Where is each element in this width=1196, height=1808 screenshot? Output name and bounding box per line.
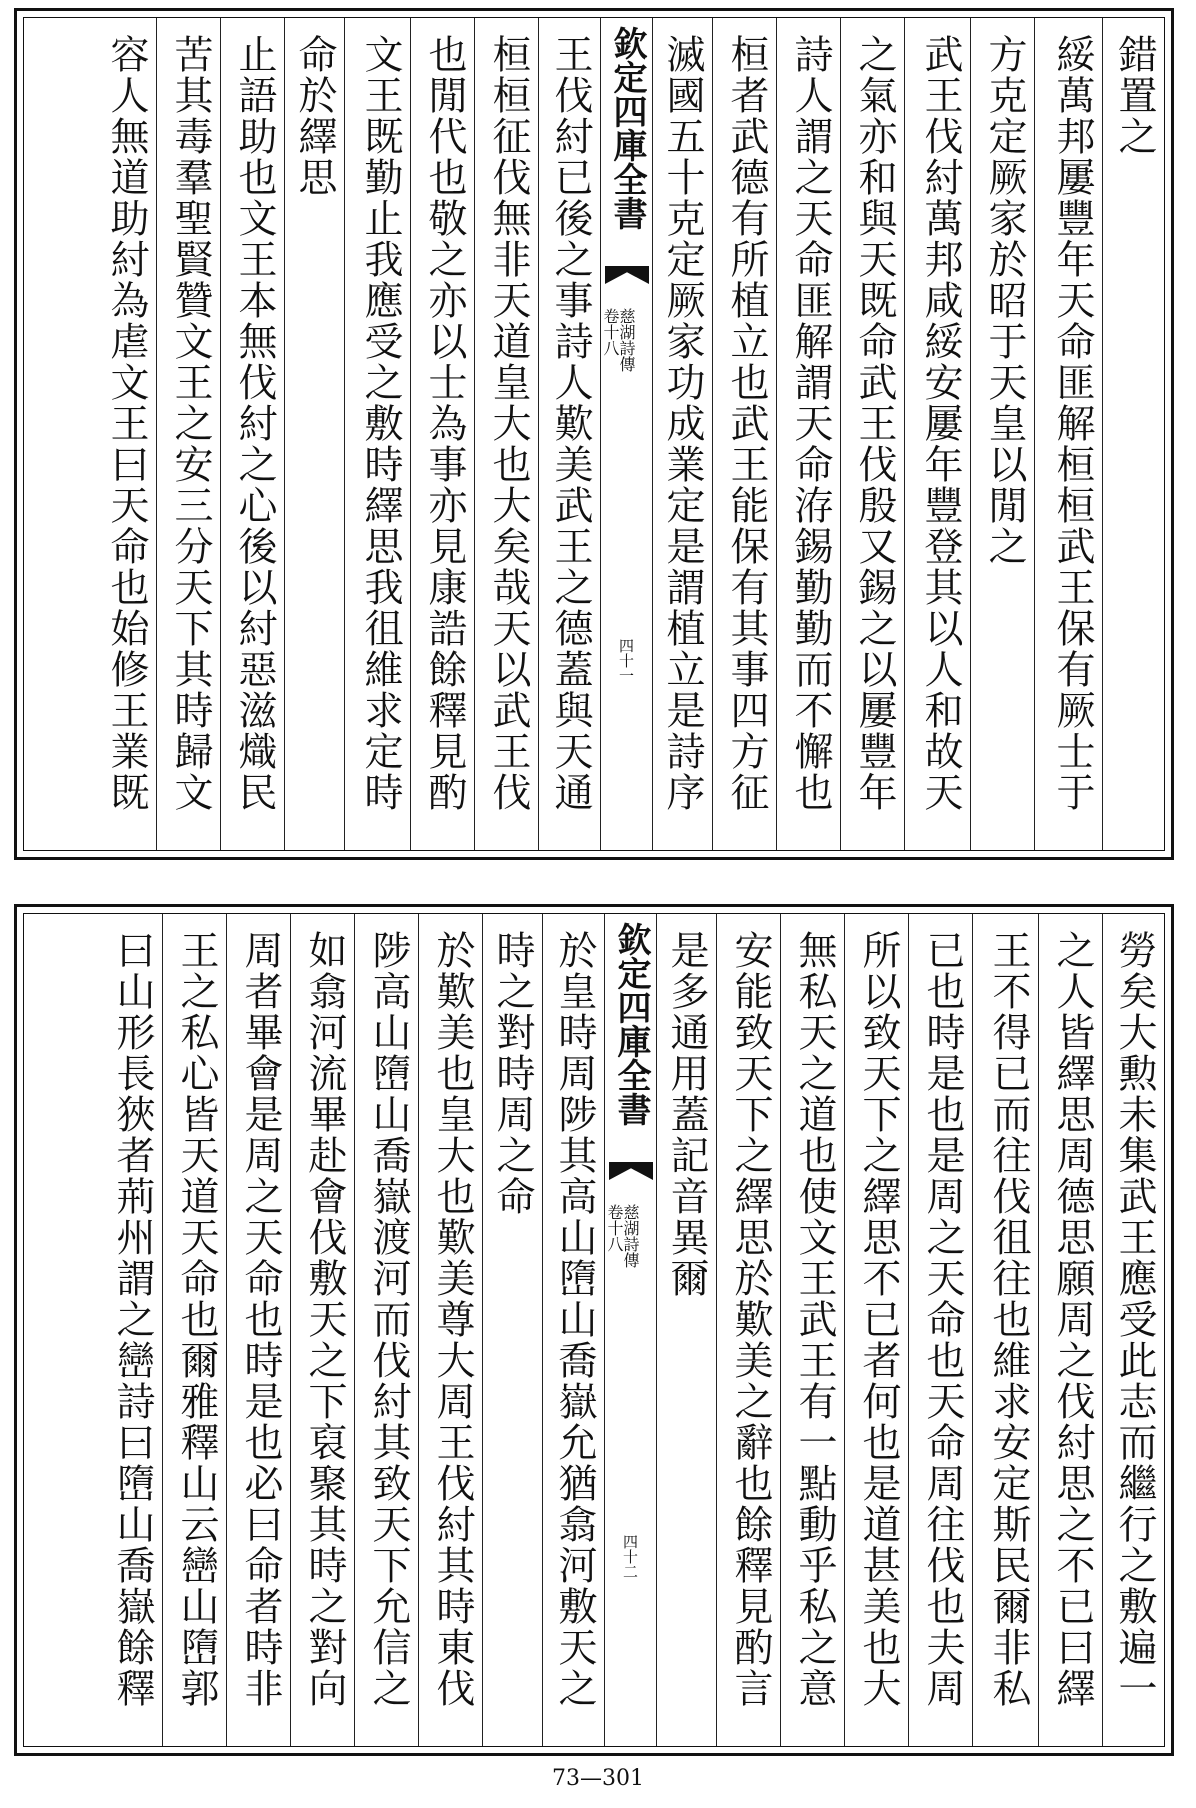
text-column: 於歎美也皇大也歎美尊大周王伐紂其時東伐 xyxy=(418,914,482,1746)
text-column: 桓者武德有所植立也武王能保有其事四方征 xyxy=(712,18,776,850)
text-column: 周者畢會是周之天命也時是也必曰命者時非 xyxy=(226,914,290,1746)
book-title: 欽定四庫全書 xyxy=(611,922,651,1126)
page-upper-text-block xyxy=(23,17,1165,851)
text-column: 之人皆繹思周德思願周之伐紂思之不已曰繹 xyxy=(1038,914,1102,1746)
text-column: 如翕河流畢赴會伐敷天之下裒聚其時之對向 xyxy=(290,914,354,1746)
text-column: 陟高山嶞山喬嶽渡河而伐紂其致天下允信之 xyxy=(354,914,418,1746)
text-column: 之氣亦和與天既命武王伐殷又錫之以屢豐年 xyxy=(840,18,904,850)
text-column: 安能致天下之繹思於歎美之辭也餘釋見酌言 xyxy=(716,914,780,1746)
text-column: 曰山形長狹者荊州謂之巒詩曰嶞山喬嶽餘釋 xyxy=(110,930,155,1709)
book-subtitle: 慈湖詩傳 xyxy=(617,308,636,372)
text-column: 綏萬邦屢豐年天命匪解桓桓武王保有厥士于 xyxy=(1034,18,1102,850)
text-column: 武王伐紂萬邦咸綏安屢年豐登其以人和故天 xyxy=(904,18,970,850)
text-column: 王伐紂已後之事詩人歎美武王之德蓋與天通 xyxy=(538,18,600,850)
text-column: 時之對時周之命 xyxy=(482,914,542,1746)
book-subtitle: 慈湖詩傳 xyxy=(621,1204,640,1268)
text-column: 桓桓征伐無非天道皇大也大矣哉天以武王伐 xyxy=(474,18,538,850)
text-column: 方克定厥家於昭于天皇以閒之 xyxy=(970,18,1034,850)
page-lower xyxy=(14,904,1174,1756)
text-column: 命於繹思 xyxy=(284,18,344,850)
text-column: 詩人謂之天命匪解謂天命洊錫勤勤而不懈也 xyxy=(776,18,840,850)
text-column: 於皇時周陟其高山嶞山喬嶽允猶翕河敷天之 xyxy=(542,914,604,1746)
text-column: 止語助也文王本無伐紂之心後以紂惡滋熾民 xyxy=(220,18,284,850)
leaf-number: 四十一 xyxy=(617,638,635,683)
text-column: 滅國五十克定厥家功成業定是謂植立是詩序 xyxy=(652,18,712,850)
leaf-number: 四十二 xyxy=(621,1534,639,1579)
text-column: 無私天之道也使文王武王有一點動乎私之意 xyxy=(780,914,844,1746)
text-column: 錯置之 xyxy=(1102,18,1164,850)
text-column: 容人無道助紂為虐文王曰天命也始修王業既 xyxy=(104,34,149,813)
center-banner xyxy=(600,18,652,850)
volume-label: 卷十八 xyxy=(601,308,620,356)
page-lower-text-block xyxy=(23,913,1165,1747)
text-column: 王不得已而往伐徂往也維求安定斯民爾非私 xyxy=(972,914,1038,1746)
page-upper xyxy=(14,8,1174,860)
text-column: 王之私心皆天道天命也爾雅釋山云巒山嶞郭 xyxy=(162,914,226,1746)
text-column: 文王既勤止我應受之敷時繹思我徂維求定時 xyxy=(344,18,410,850)
volume-label: 卷十八 xyxy=(605,1204,624,1252)
text-column: 所以致天下之繹思不已者何也是道甚美也大 xyxy=(844,914,908,1746)
fish-tail-ornament xyxy=(609,1162,653,1180)
book-title: 欽定四庫全書 xyxy=(607,26,647,230)
page-footer-number: 73—301 xyxy=(552,1766,644,1791)
text-column: 苦其毒羣聖賢贊文王之安三分天下其時歸文 xyxy=(156,18,220,850)
fish-tail-ornament xyxy=(605,266,649,284)
text-column: 已也時是也是周之天命也天命周往伐也夫周 xyxy=(908,914,972,1746)
center-banner xyxy=(604,914,656,1746)
text-column: 勞矣大勲未集武王應受此志而繼行之敷遍一 xyxy=(1102,914,1164,1746)
text-column: 也閒代也敬之亦以士為事亦見康誥餘釋見酌 xyxy=(410,18,474,850)
text-column: 是多通用蓋記音異爾 xyxy=(656,914,716,1746)
